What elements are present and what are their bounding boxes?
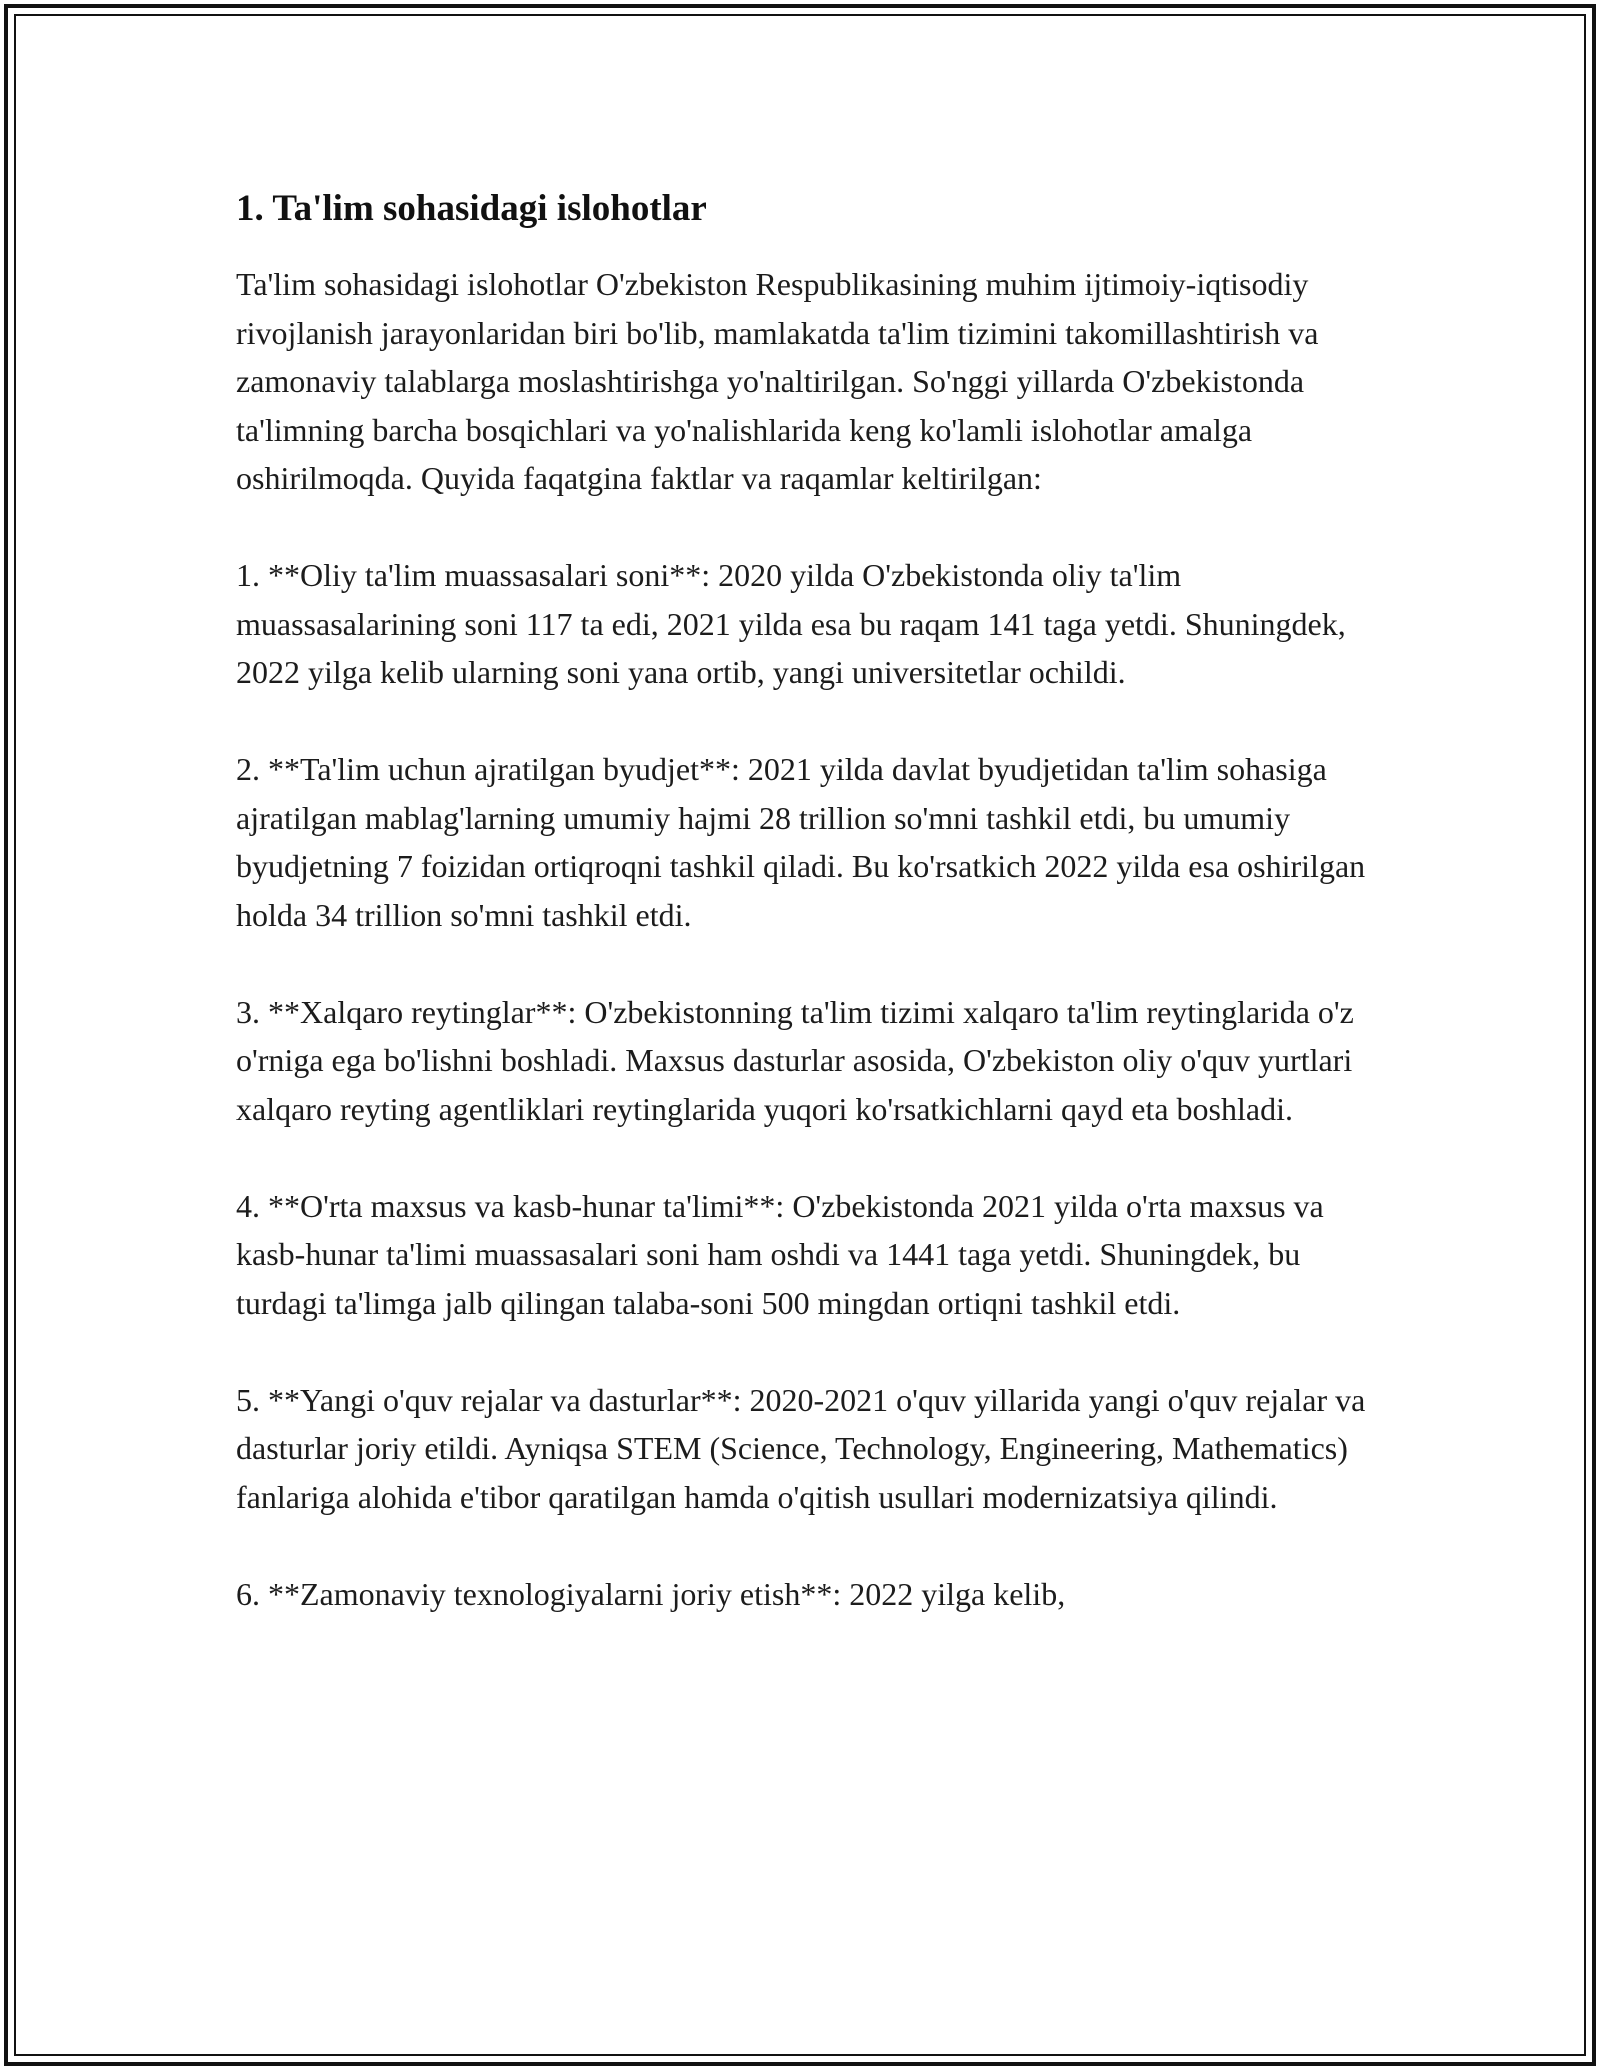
list-item-education-budget: 2. **Ta'lim uchun ajratilgan byudjet**: 2021 yilda davlat byudjetidan ta'lim sohasiga ajratilgan mablag'larning umumiy hajmi 28 trillion so'mni tashkil etdi, bu umumiy byudjetning 7 foizidan ortiqroqni tashkil qiladi. Bu ko'rsatkich 2022 yilda esa oshirilgan holda 34 trillion so'mni tashkil etdi. bbox=[236, 751, 1366, 933]
intro-paragraph: Ta'lim sohasidagi islohotlar O'zbekiston Respublikasining muhim ijtimoiy-iqtisodiy rivojlanish jarayonlaridan biri bo'lib, mamlakatda ta'lim tizimini takomillashtirish va zamonaviy talablarga moslashtirishga yo'naltirilgan. So'nggi yillarda O'zbekistonda ta'limning barcha bosqichlari va yo'nalishlarida keng ko'lamli islohotlar amalga oshirilmoqda. Quyida faqatgina faktlar va raqamlar keltirilgan: bbox=[236, 266, 1319, 496]
list-item-vocational-education: 4. **O'rta maxsus va kasb-hunar ta'limi**: O'zbekistonda 2021 yilda o'rta maxsus va kasb-hunar ta'limi muassasalari soni ham oshdi va 1441 taga yetdi. Shuningdek, bu turdagi ta'limga jalb qilingan talaba-soni 500 mingdan ortiqni tashkil etdi. bbox=[236, 1187, 1324, 1321]
list-item-new-curricula: 5. **Yangi o'quv rejalar va dasturlar**: 2020-2021 o'quv yillarida yangi o'quv rejalar va dasturlar joriy etildi. Ayniqsa STEM (Science, Technology, Engineering, Mathematics) fanlariga alohida e'tibor qaratilgan hamda o'qitish usullari modernizatsiya qilindi. bbox=[236, 1381, 1366, 1515]
list-item-international-ratings: 3. **Xalqaro reytinglar**: O'zbekistonning ta'lim tizimi xalqaro ta'lim reytinglarida o'z o'rniga ega bo'lishni boshladi. Maxsus dasturlar asosida, O'zbekiston oliy o'quv yurtlari xalqaro reyting agentliklari reytinglarida yuqori ko'rsatkichlarni qayd eta boshladi. bbox=[236, 993, 1354, 1127]
list-item-modern-technologies: 6. **Zamonaviy texnologiyalarni joriy etish**: 2022 yilga kelib, bbox=[236, 1575, 1066, 1612]
section-title: 1. Ta'lim sohasidagi islohotlar bbox=[236, 188, 707, 229]
document-body bbox=[236, 186, 1386, 1667]
list-item-higher-education: 1. **Oliy ta'lim muassasalari soni**: 2020 yilda O'zbekistonda oliy ta'lim muassasalarining soni 117 ta edi, 2021 yilda esa bu raqam 141 taga yetdi. Shuningdek, 2022 yilga kelib ularning soni yana ortib, yangi universitetlar ochildi. bbox=[236, 557, 1346, 690]
